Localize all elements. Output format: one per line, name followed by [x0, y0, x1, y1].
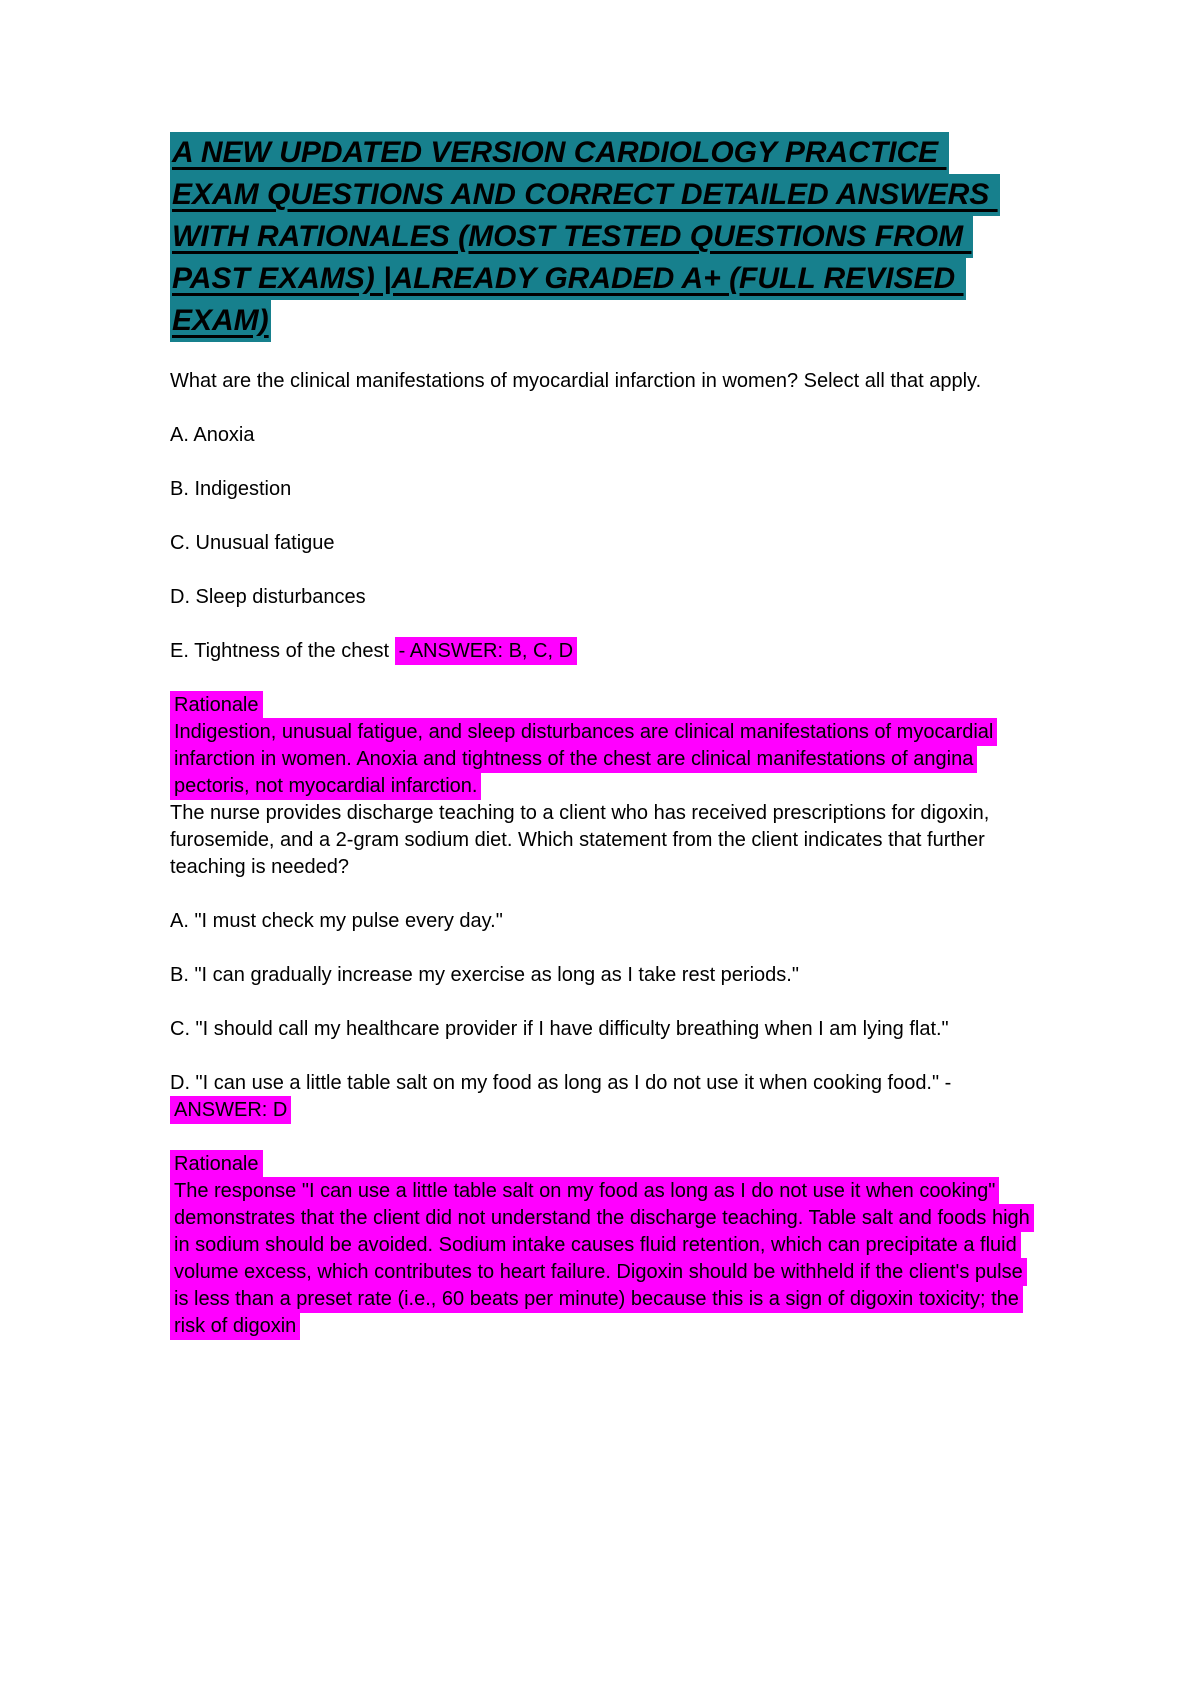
question-1-option-d: D. Sleep disturbances — [170, 586, 366, 608]
question-2-option-a: A. "I must check my pulse every day." — [170, 910, 503, 932]
question-1-option-c: C. Unusual fatigue — [170, 532, 335, 554]
question-2-option-b: B. "I can gradually increase my exercise as long as I take rest periods." — [170, 964, 799, 986]
question-2-option-d — [170, 1070, 1030, 1124]
title-line-4: PAST EXAMS) |ALREADY GRADED A+ (FULL REVISED — [170, 258, 966, 300]
question-1-option-e-text: E. Tightness of the chest — [170, 640, 395, 662]
question-2-rationale-text: The response "I can use a little table salt on my food as long as I do not use it when cooking" demonstrates that the client did not understand the discharge teaching. Table salt and foods high in sodium should be avoided. Sodium intake causes fluid retention, which can precipitate a fluid volume excess, which contributes to heart failure. Digoxin should be withheld if the client's pulse is less than a preset rate (i.e., 60 beats per minute) because this is a sign of digoxin toxicity; the risk of digoxin — [170, 1177, 1034, 1340]
question-1-rationale-label: Rationale — [170, 691, 263, 719]
question-block-2 — [170, 800, 1030, 1340]
question-2-rationale — [170, 1151, 1030, 1340]
question-2-rationale-label: Rationale — [170, 1150, 263, 1178]
question-1-answer-highlight: - ANSWER: B, C, D — [395, 637, 577, 665]
question-2-option-c: C. "I should call my healthcare provider if I have difficulty breathing when I am lying flat." — [170, 1018, 949, 1040]
document-content — [170, 132, 1030, 1340]
question-1-option-b: B. Indigestion — [170, 478, 292, 500]
question-1-stem: What are the clinical manifestations of myocardial infarction in women? Select all that apply. — [170, 370, 982, 392]
question-block-1 — [170, 368, 1030, 800]
title-line-3: WITH RATIONALES (MOST TESTED QUESTIONS FROM — [170, 216, 973, 258]
question-1-rationale-text: Indigestion, unusual fatigue, and sleep disturbances are clinical manifestations of myocardial infarction in women. Anoxia and tightness of the chest are clinical manifestations of angina pectoris, not myocardial infarction. — [170, 718, 997, 800]
question-2-option-d-text: D. "I can use a little table salt on my food as long as I do not use it when cooking food." - — [170, 1072, 952, 1094]
document-title — [170, 132, 1030, 342]
question-1-option-e — [170, 638, 1030, 665]
question-2-stem: The nurse provides discharge teaching to a client who has received prescriptions for digoxin, furosemide, and a 2-gram sodium diet. Which statement from the client indicates that further teaching is needed? — [170, 802, 990, 878]
title-line-1: A NEW UPDATED VERSION CARDIOLOGY PRACTICE — [170, 132, 949, 174]
title-line-5: EXAM) — [170, 300, 271, 342]
question-1-rationale — [170, 692, 1030, 800]
question-2-answer-highlight: ANSWER: D — [170, 1096, 291, 1124]
title-line-2: EXAM QUESTIONS AND CORRECT DETAILED ANSWERS — [170, 174, 1000, 216]
question-1-option-a: A. Anoxia — [170, 424, 255, 446]
